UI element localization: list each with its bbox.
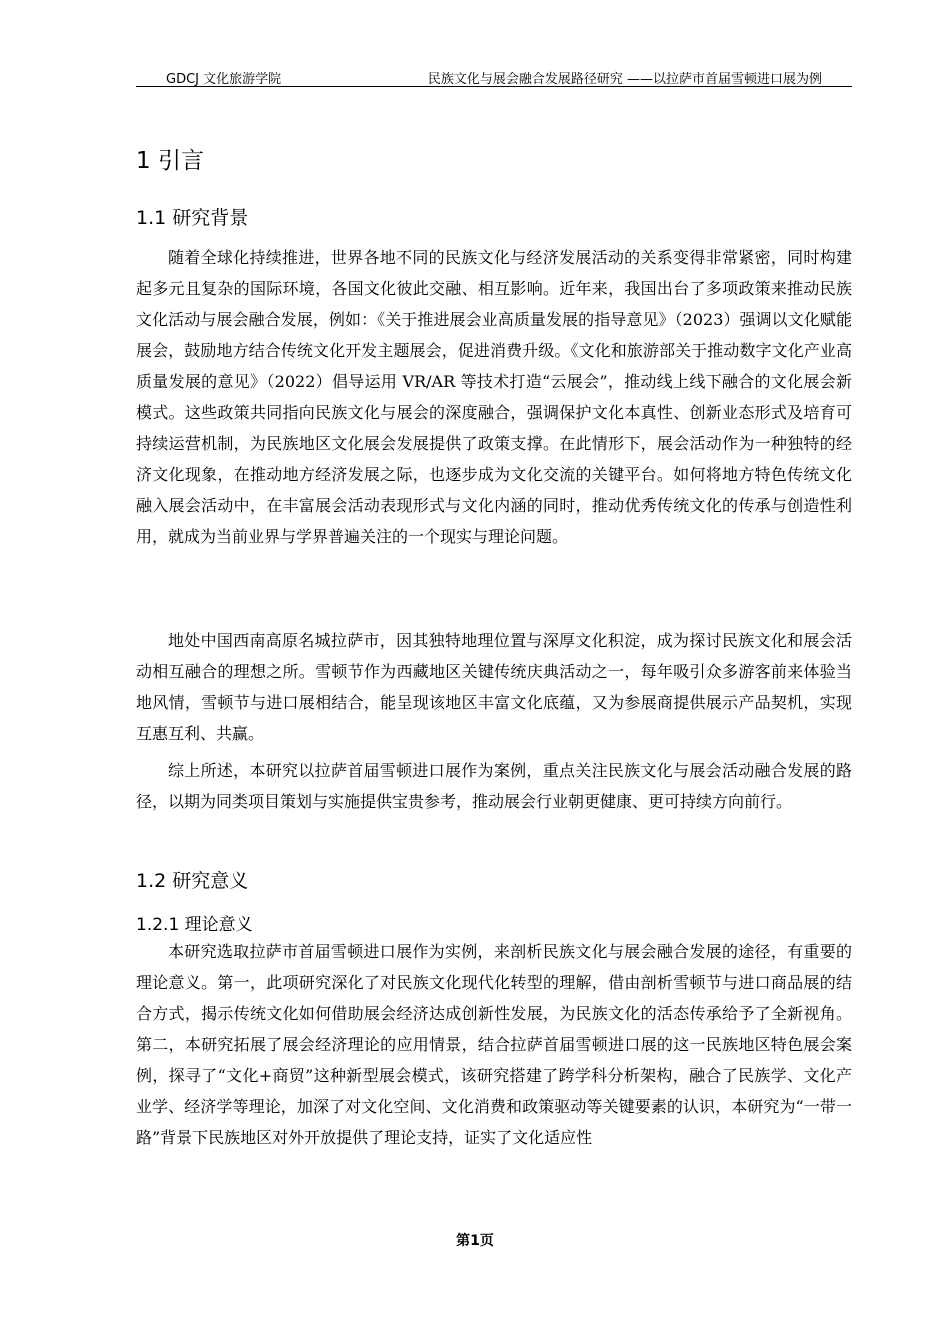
paragraph-background-2: 地处中国西南高原名城拉萨市，因其独特地理位置与深厚文化积淀，成为探讨民族文化和展会活动相互融合的理想之所。雪顿节作为西藏地区关键传统庆典活动之一，每年吸引众多游客前来体验当地风情，雪顿节与进口展相结合，能呈现该地区丰富文化底蕴，又为参展商提供展示产品契机，实现互惠互利、共赢。: [136, 631, 852, 743]
section-heading-background: 1.1 研究背景: [136, 207, 249, 229]
header-title: 民族文化与展会融合发展路径研究 ——以拉萨市首届雪顿进口展为例: [427, 72, 822, 87]
page-number: 第1页: [456, 1233, 494, 1249]
header-institution: GDCJ 文化旅游学院: [166, 72, 282, 87]
paragraph-background-1: 随着全球化持续推进，世界各地不同的民族文化与经济发展活动的关系变得非常紧密，同时构建起多元且复杂的国际环境，各国文化彼此交融、相互影响。近年来，我国出台了多项政策来推动民族文化活动与展会融合发展，例如：《关于推进展会业高质量发展的指导意见》（2023）强调以文化赋能展会，鼓励地方结合传统文化开发主题展会，促进消费升级。《文化和旅游部关于推动数字文化产业高质量发展的意见》（2022）倡导运用 VR/AR 等技术打造“云展会”，推动线上线下融合的文化展会新模式。这些政策共同指向民族文化与展会的深度融合，强调保护文化本真性、创新业态形式及培育可持续运营机制，为民族地区文化展会发展提供了政策支撑。在此情形下，展会活动作为一种独特的经济文化现象，在推动地方经济发展之际，也逐步成为文化交流的关键平台。如何将地方特色传统文化融入展会活动中，在丰富展会活动表现形式与文化内涵的同时，推动优秀传统文化的传承与创造性利用，就成为当前业界与学界普遍关注的一个现实与理论问题。: [136, 248, 852, 546]
running-header: [136, 66, 852, 87]
paragraph-theory-1: 本研究选取拉萨市首届雪顿进口展作为实例，来剖析民族文化与展会融合发展的途径，有重要的理论意义。第一，此项研究深化了对民族文化现代化转型的理解，借由剖析雪顿节与进口商品展的结合方式，揭示传统文化如何借助展会经济达成创新性发展，为民族文化的活态传承给予了全新视角。第二，本研究拓展了展会经济理论的应用情景，结合拉萨首届雪顿进口展的这一民族地区特色展会案例，探寻了“文化+商贸”这种新型展会模式，该研究搭建了跨学科分析架构，融合了民族学、文化产业学、经济学等理论，加深了对文化空间、文化消费和政策驱动等关键要素的认识，本研究为“一带一路”背景下民族地区对外开放提供了理论支持，证实了文化适应性: [136, 942, 852, 1147]
chapter-heading: 1 引言: [136, 148, 204, 174]
paragraph-background-3: 综上所述，本研究以拉萨首届雪顿进口展作为案例，重点关注民族文化与展会活动融合发展的路径，以期为同类项目策划与实施提供宝贵参考，推动展会行业朝更健康、更可持续方向前行。: [136, 761, 852, 811]
section-heading-significance: 1.2 研究意义: [136, 870, 249, 892]
subsection-heading-theory: 1.2.1 理论意义: [136, 915, 253, 935]
